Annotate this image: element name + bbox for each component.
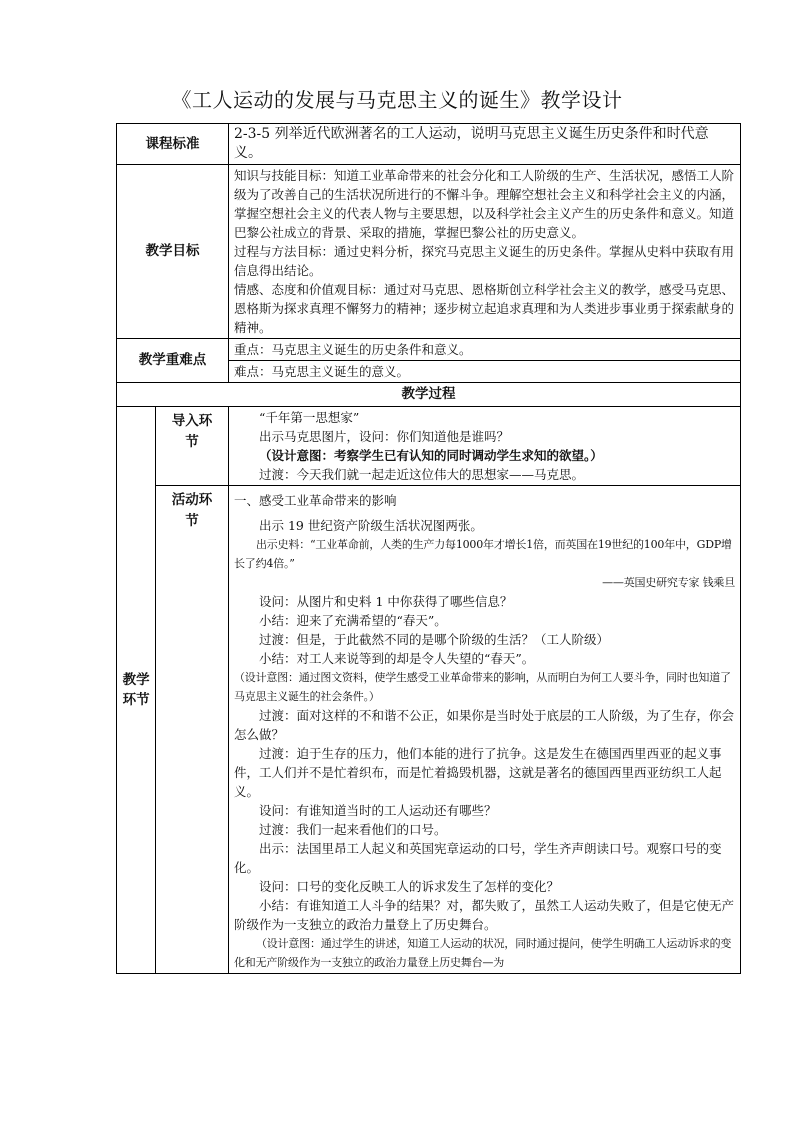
- process-header-row: [117, 383, 741, 407]
- activity-heading: 一、感受工业革命带来的影响: [234, 493, 397, 508]
- intro-line-4: 过渡：今天我们就一起走近这位伟大的思想家——马克思。: [259, 467, 585, 482]
- intro-label: 导入环节: [156, 407, 229, 486]
- activity-p11: 过渡：我们一起来看他们的口号。: [259, 822, 447, 837]
- intro-design-intent: （设计意图：考察学生已有认知的同时调动学生求知的欲望。）: [259, 448, 603, 463]
- activity-p1: 出示 19 世纪资产阶级生活状况图两张。: [259, 518, 483, 533]
- process-main-label: 教学环节: [117, 407, 156, 974]
- keypoints-focus: 重点：马克思主义诞生的历史条件和意义。: [229, 339, 741, 361]
- objectives-row: [117, 165, 741, 339]
- standard-row: [117, 124, 741, 165]
- activity-p12: 出示：法国里昂工人起义和英国宪章运动的口号，学生齐声朗读口号。观察口号的变化。: [234, 841, 722, 875]
- lesson-plan-table: [116, 123, 741, 974]
- activity-p5: 过渡：但是，于此截然不同的是哪个阶级的生活？（工人阶级）: [259, 632, 610, 647]
- activity-p8: 过渡：面对这样的不和谐不公正，如果你是当时处于底层的工人阶级，为了生存，你会怎么做？: [234, 708, 735, 742]
- objective-attitude: 情感、态度和价值观目标：通过对马克思、恩格斯创立科学社会主义的教学，感受马克思、恩格斯为探求真理不懈努力的精神；逐步树立起追求真理和为人类进步事业勇于探索献身的精神。: [234, 282, 735, 335]
- activity-p2-source: ——英国史研究专家 钱乘旦: [602, 576, 735, 589]
- objective-knowledge: 知识与技能目标：知道工业革命带来的社会分化和工人阶级的生产、生活状况，感悟工人阶级为了改善自己的生活状况所进行的不懈斗争。理解空想社会主义和科学社会主义的内涵，掌握空想社会主义的代表人物与主要思想，以及科学社会主义产生的历史条件和意义。知道巴黎公社成立的背景、采取的措施，掌握巴黎公社的历史意义。: [234, 168, 735, 240]
- keypoints-focus-row: [117, 339, 741, 361]
- intro-cell: [229, 407, 741, 486]
- document-title: 《工人运动的发展与马克思主义的诞生》教学设计: [171, 88, 623, 112]
- activity-p2: 出示史料：“工业革命前，人类的生产力每1000年才增长1倍，而英国在19世纪的100年中，GDP增长了约4倍。”: [234, 538, 732, 570]
- keypoints-label: 教学重难点: [117, 339, 229, 383]
- activity-p10: 设问：有谁知道当时的工人运动还有哪些？: [259, 803, 497, 818]
- activity-p14: 小结：有谁知道工人斗争的结果？对，都失败了，虽然工人运动失败了，但是它使无产阶级作为一支独立的政治力量登上了历史舞台。: [234, 898, 735, 932]
- activity-p4: 小结：迎来了充满希望的“春天”。: [259, 613, 447, 628]
- keypoints-difficulty: 难点：马克思主义诞生的意义。: [229, 361, 741, 383]
- intro-line-2: 出示马克思图片，设问：你们知道他是谁吗？: [259, 429, 510, 444]
- activity-p9: 过渡：迫于生存的压力，他们本能的进行了抗争。这是发生在德国西里西亚的起义事件，工人们并不是忙着织布，而是忙着捣毁机器，这就是著名的德国西里西亚纺织工人起义。: [234, 746, 722, 799]
- activity-design-intent-2: （设计意图：通过学生的讲述，知道工人运动的状况，同时通过提问，使学生明确工人运动诉求的变化和无产阶级作为一支独立的政治力量登上历史舞台—为: [234, 937, 732, 969]
- intro-line-1: “千年第一思想家”: [259, 410, 360, 425]
- activity-p3: 设问：从图片和史料 1 中你获得了哪些信息？: [259, 594, 513, 609]
- activity-design-intent-1: （设计意图：通过图文资料，使学生感受工业革命带来的影响，从而明白为何工人要斗争，同时也知道了马克思主义诞生的社会条件。）: [234, 671, 731, 703]
- objective-method: 过程与方法目标：通过史料分析，探究马克思主义诞生的历史条件。掌握从史料中获取有用信息得出结论。: [234, 244, 735, 278]
- activity-cell: [229, 486, 741, 974]
- activity-label: 活动环节: [156, 486, 229, 974]
- activity-row: [117, 486, 741, 974]
- intro-row: [117, 407, 741, 486]
- standard-label: 课程标准: [117, 124, 229, 165]
- activity-p6: 小结：对工人来说等到的却是令人失望的“春天”。: [259, 651, 535, 666]
- standard-text: 2-3-5 列举近代欧洲著名的工人运动，说明马克思主义诞生历史条件和时代意义。: [229, 124, 741, 165]
- process-header: 教学过程: [117, 383, 741, 407]
- objectives-label: 教学目标: [117, 165, 229, 339]
- objectives-cell: [229, 165, 741, 339]
- activity-p13: 设问：口号的变化反映工人的诉求发生了怎样的变化？: [259, 879, 560, 894]
